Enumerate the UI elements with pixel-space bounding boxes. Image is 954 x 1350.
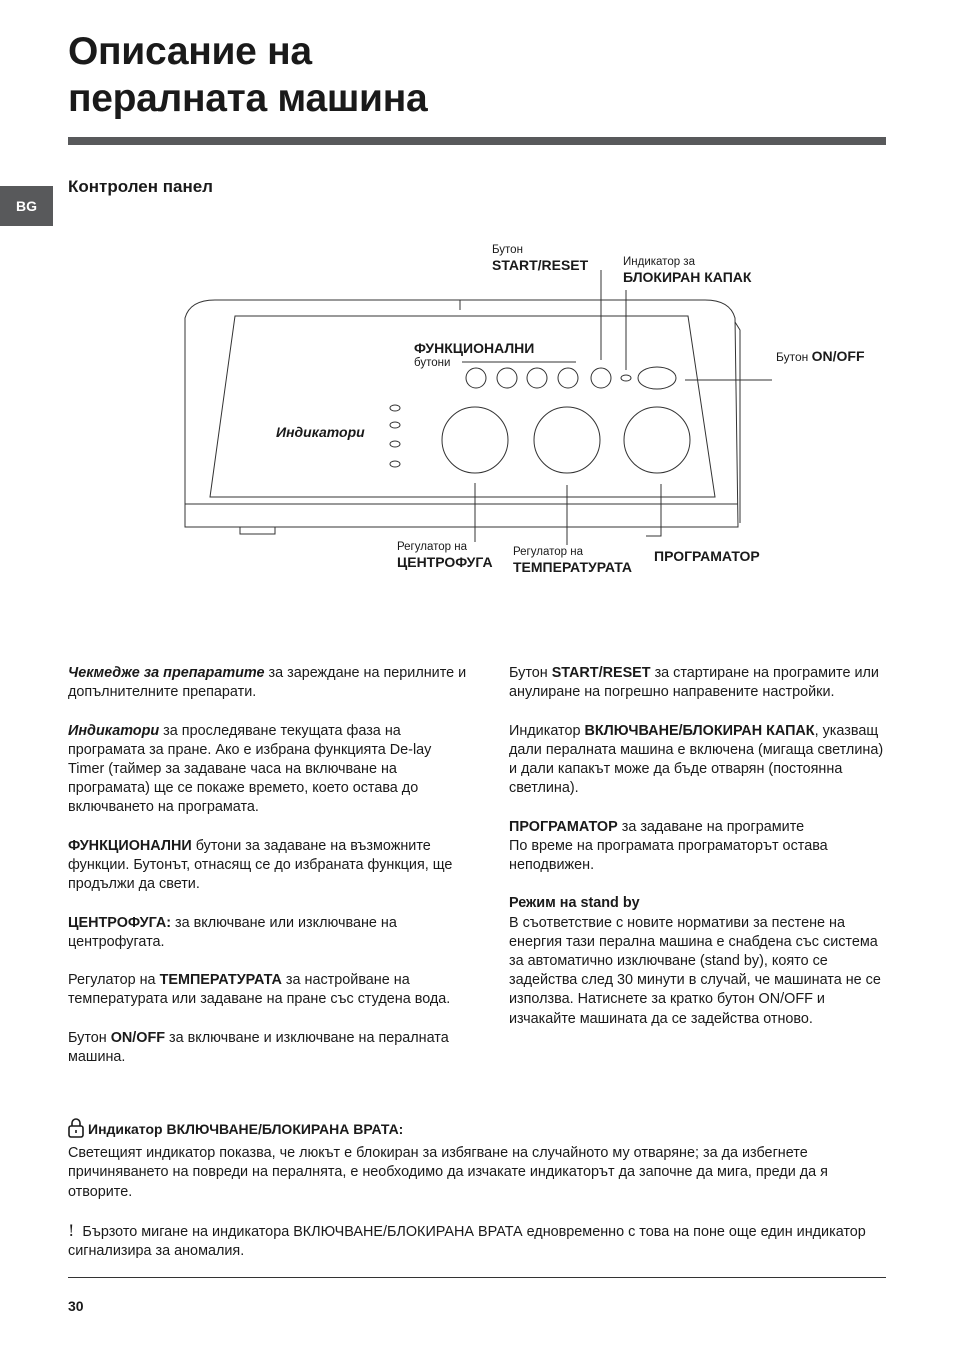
detergent-drawer-term: Чекмедже за препаратите <box>68 665 265 681</box>
indicators-text: за проследяване текущата фаза на програмата за пране. Ако е избрана функцията De-lay Timer (таймер за задаване часа на включване на програмата) ще се покаже времето, което остава до включването на програмата. <box>68 722 432 816</box>
indicators-term: Индикатори <box>68 722 160 739</box>
standby-paragraph <box>509 894 894 1028</box>
lid-lock-text: , указващ дали пералната машина е включена (мигаща светлина) и дали капакът може да бъде отварян (постоянна светлина). <box>509 722 884 797</box>
indicator-light-3 <box>390 441 400 447</box>
start-reset-label <box>492 243 588 274</box>
temperature-label-bold: ТЕМПЕРАТУРАТА <box>513 559 633 575</box>
programmer-label <box>654 549 760 565</box>
warning-icon: ! <box>68 1220 75 1240</box>
title-line-1: Описание на <box>68 30 312 73</box>
start-reset-text: за стартиране на програмите или анулиране на погрешно направените настройки. <box>509 665 879 701</box>
lid-lock-pre: Индикатор <box>509 722 585 739</box>
spin-term: ЦЕНТРОФУГА: <box>68 914 172 931</box>
on-off-label <box>776 349 865 365</box>
functional-label-bold: ФУНКЦИОНАЛНИ <box>414 340 535 356</box>
indicators-label: Индикатори <box>276 424 365 440</box>
programmer-paragraph <box>509 818 894 876</box>
programmer-text: за задаване на програмите <box>617 818 805 835</box>
spin-label-bold: ЦЕНТРОФУГА <box>397 554 493 570</box>
section-heading: Контролен панел <box>68 177 213 196</box>
panel-right-edge <box>735 322 740 523</box>
padlock-icon <box>68 1118 84 1144</box>
spin-paragraph <box>68 914 468 952</box>
spin-label-small: Регулатор на <box>397 541 467 553</box>
door-lock-section <box>68 1118 886 1261</box>
programmer-knob <box>624 407 690 473</box>
lid-lock-paragraph <box>509 722 894 799</box>
door-lock-heading: Индикатор ВКЛЮЧВАНЕ/БЛОКИРАНА ВРАТА: <box>88 1121 404 1137</box>
on-off-term: ON/OFF <box>110 1029 166 1046</box>
spin-knob <box>442 407 508 473</box>
lid-lock-indicator <box>621 375 631 381</box>
indicator-light-1 <box>390 405 400 411</box>
indicator-light-4 <box>390 461 400 467</box>
footer-divider <box>68 1277 886 1278</box>
spin-regulator-label <box>397 540 493 571</box>
start-reset-button <box>591 368 611 388</box>
standby-text: В съответствие с новите нормативи за пестене на енергия тази перална машина е снабдена със система за автоматично изключване (stand by), която се задейства след 30 минути в случай, че машината не се използва. Натиснете за кратко бутон ON/OFF и изчакайте машината да се задейства отново. <box>509 914 881 1027</box>
standby-heading: Режим на stand by <box>509 895 640 912</box>
temperature-text: за настройване на температурата или задаване на пране със студена вода. <box>68 972 451 1008</box>
function-button-2 <box>497 368 517 388</box>
detergent-drawer-text: за зареждане на перилните и допълнителните препарати. <box>68 665 467 701</box>
on-off-button <box>638 367 676 389</box>
panel-outer-outline <box>185 300 738 527</box>
function-button-1 <box>466 368 486 388</box>
title-underline-bar <box>68 137 886 145</box>
functional-term: ФУНКЦИОНАЛНИ <box>68 837 192 854</box>
page-title <box>68 28 427 122</box>
temperature-term: ТЕМПЕРАТУРАТА <box>159 972 282 989</box>
panel-foot <box>240 527 275 534</box>
functional-buttons-paragraph <box>68 837 468 895</box>
on-off-label-small: Бутон <box>776 350 809 364</box>
door-lock-text: Светещият индикатор показва, че люкът е блокиран за избягване на случайното му отваряне; за да избегнете причиняването на повреди на пералнята, е необходимо да изчакате индикаторът да започне да мига, преди да я отворите. <box>68 1145 828 1200</box>
temperature-pre: Регулатор на <box>68 972 160 989</box>
language-tab: BG <box>0 186 53 226</box>
detergent-drawer-paragraph <box>68 664 468 702</box>
start-reset-label-bold: START/RESET <box>492 257 589 273</box>
anomaly-warning <box>68 1221 886 1261</box>
anomaly-warning-text: Бързото мигане на индикатора ВКЛЮЧВАНЕ/БЛОКИРАНА ВРАТА едновременно с това на поне още един индикатор сигнализира за аномалия. <box>68 1223 866 1260</box>
programmer-leader-line <box>646 484 661 536</box>
lid-lock-label-small: Индикатор за <box>623 256 695 268</box>
spin-text: за включване или изключване на центрофугата. <box>68 914 397 950</box>
temperature-label-small: Регулатор на <box>513 546 583 558</box>
on-off-text: за включване и изключване на пералната машина. <box>68 1029 449 1065</box>
start-reset-pre: Бутон <box>509 665 552 681</box>
functional-buttons-label <box>414 341 534 371</box>
door-lock-heading-row <box>68 1118 886 1144</box>
temperature-knob <box>534 407 600 473</box>
start-reset-label-small: Бутон <box>492 244 523 256</box>
start-reset-paragraph <box>509 664 894 702</box>
functional-label-small: бутони <box>414 357 451 369</box>
title-line-2: пералната машина <box>68 77 428 120</box>
lid-lock-term: ВКЛЮЧВАНЕ/БЛОКИРАН КАПАК <box>584 722 815 739</box>
indicator-light-2 <box>390 422 400 428</box>
temperature-paragraph <box>68 971 468 1009</box>
lid-lock-label <box>623 255 751 286</box>
left-text-column <box>68 664 468 1086</box>
on-off-label-bold: ON/OFF <box>811 348 865 364</box>
function-button-4 <box>558 368 578 388</box>
temperature-regulator-label <box>513 545 632 576</box>
programmer-text-line2: По време на програмата програматорът остава неподвижен. <box>509 837 828 873</box>
programmer-term: ПРОГРАМАТОР <box>509 818 618 835</box>
start-reset-term: START/RESET <box>551 665 651 681</box>
page-number: 30 <box>68 1298 84 1314</box>
on-off-pre: Бутон <box>68 1029 111 1046</box>
function-button-3 <box>527 368 547 388</box>
right-text-column <box>509 664 894 1048</box>
functional-text: бутони за задаване на възможните функции. Бутонът, отнасящ се до избраната функция, ще продължи да свети. <box>68 837 453 893</box>
on-off-paragraph <box>68 1029 468 1067</box>
indicators-paragraph <box>68 722 468 818</box>
programmer-label-bold: ПРОГРАМАТОР <box>654 548 760 564</box>
lid-lock-label-bold: БЛОКИРАН КАПАК <box>623 269 752 285</box>
